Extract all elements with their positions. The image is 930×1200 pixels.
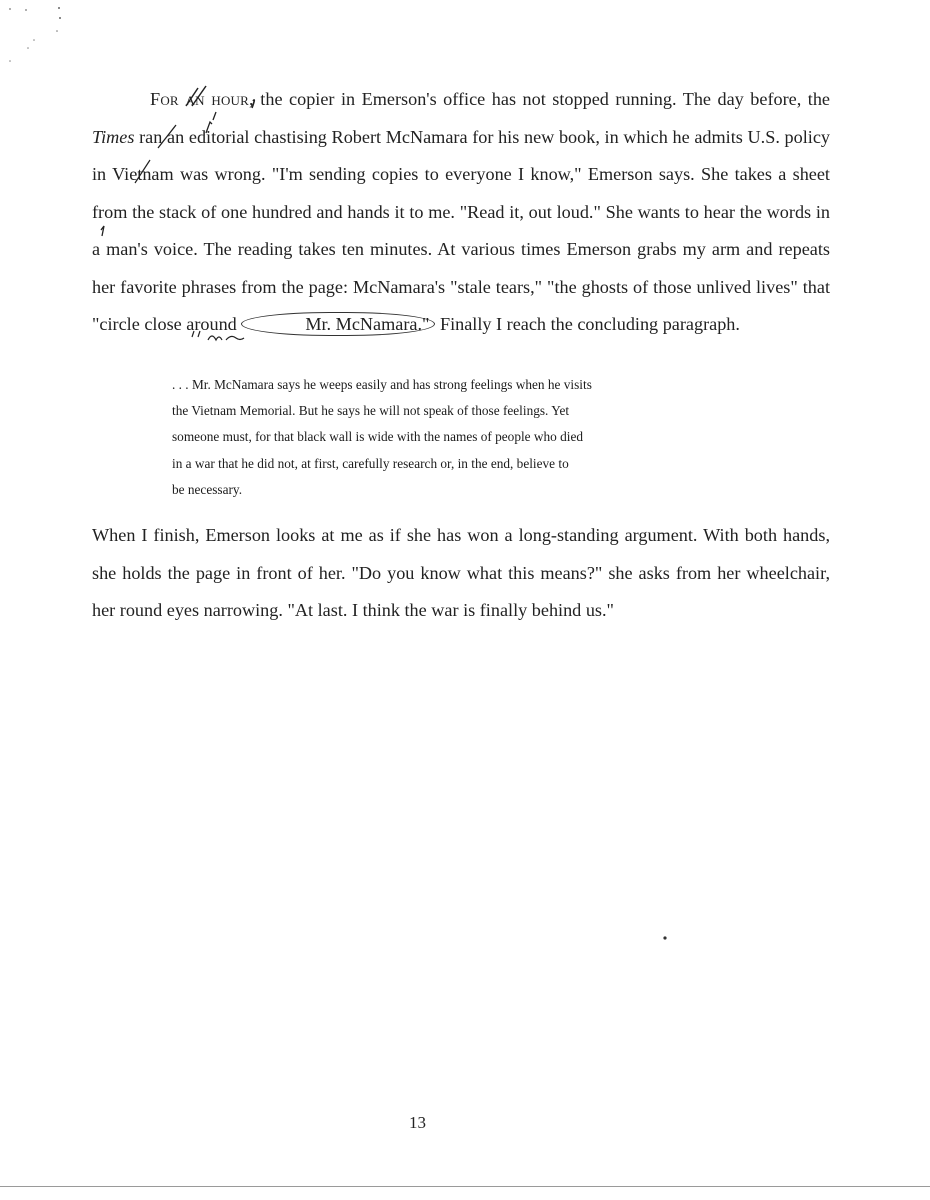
page-number: 13 [409, 1113, 426, 1132]
paragraph-opening [92, 81, 830, 344]
scan-edge-line [0, 1186, 930, 1187]
block-quote [172, 372, 732, 503]
paragraph-text: ran an editorial chastising Robert McNamara for his new book, in which he admits U.S. policy in Vietnam was wrong. "I'm sending copies to everyone I know," Emerson says. She takes a sheet from the stack of one hundred and hands it to me. "Read it, out loud." She wants to hear the words in a man's voice. The reading takes ten minutes. At various times Emerson grabs my arm and repeats her favorite phrases from the page: McNamara's "stale tears," "the ghosts of those unlived lives" that "circle close around [92, 126, 830, 334]
quote-line: in a war that he did not, at first, carefully research or, in the end, believe to [172, 455, 569, 471]
paragraph-closing: When I finish, Emerson looks at me as if she has won a long-standing argument. With both hands, she holds the page in front of her. "Do you know what this means?" she asks from her wheelchair, her round eyes narrowing. "At last. I think the war is finally behind us." [92, 525, 830, 620]
paragraph-text: Finally I reach the concluding paragraph. [435, 314, 740, 334]
quote-line: someone must, for that black wall is wide with the names of people who died [172, 429, 584, 445]
paragraph-text: the copier in Emerson's office has not stopped running. The day before, the [253, 89, 831, 109]
circled-phrase: Mr. McNamara." [241, 312, 435, 336]
publication-name: Times [92, 126, 135, 147]
scan-specks [0, 0, 80, 80]
quote-line: be necessary. [172, 481, 243, 497]
quote-line: the Vietnam Memorial. But he says he will not speak of those feelings. Yet [172, 403, 570, 419]
quote-line: . . . Mr. McNamara says he weeps easily and has strong feelings when he visits [172, 377, 592, 392]
opening-lead-in: For an hour, [150, 89, 254, 109]
